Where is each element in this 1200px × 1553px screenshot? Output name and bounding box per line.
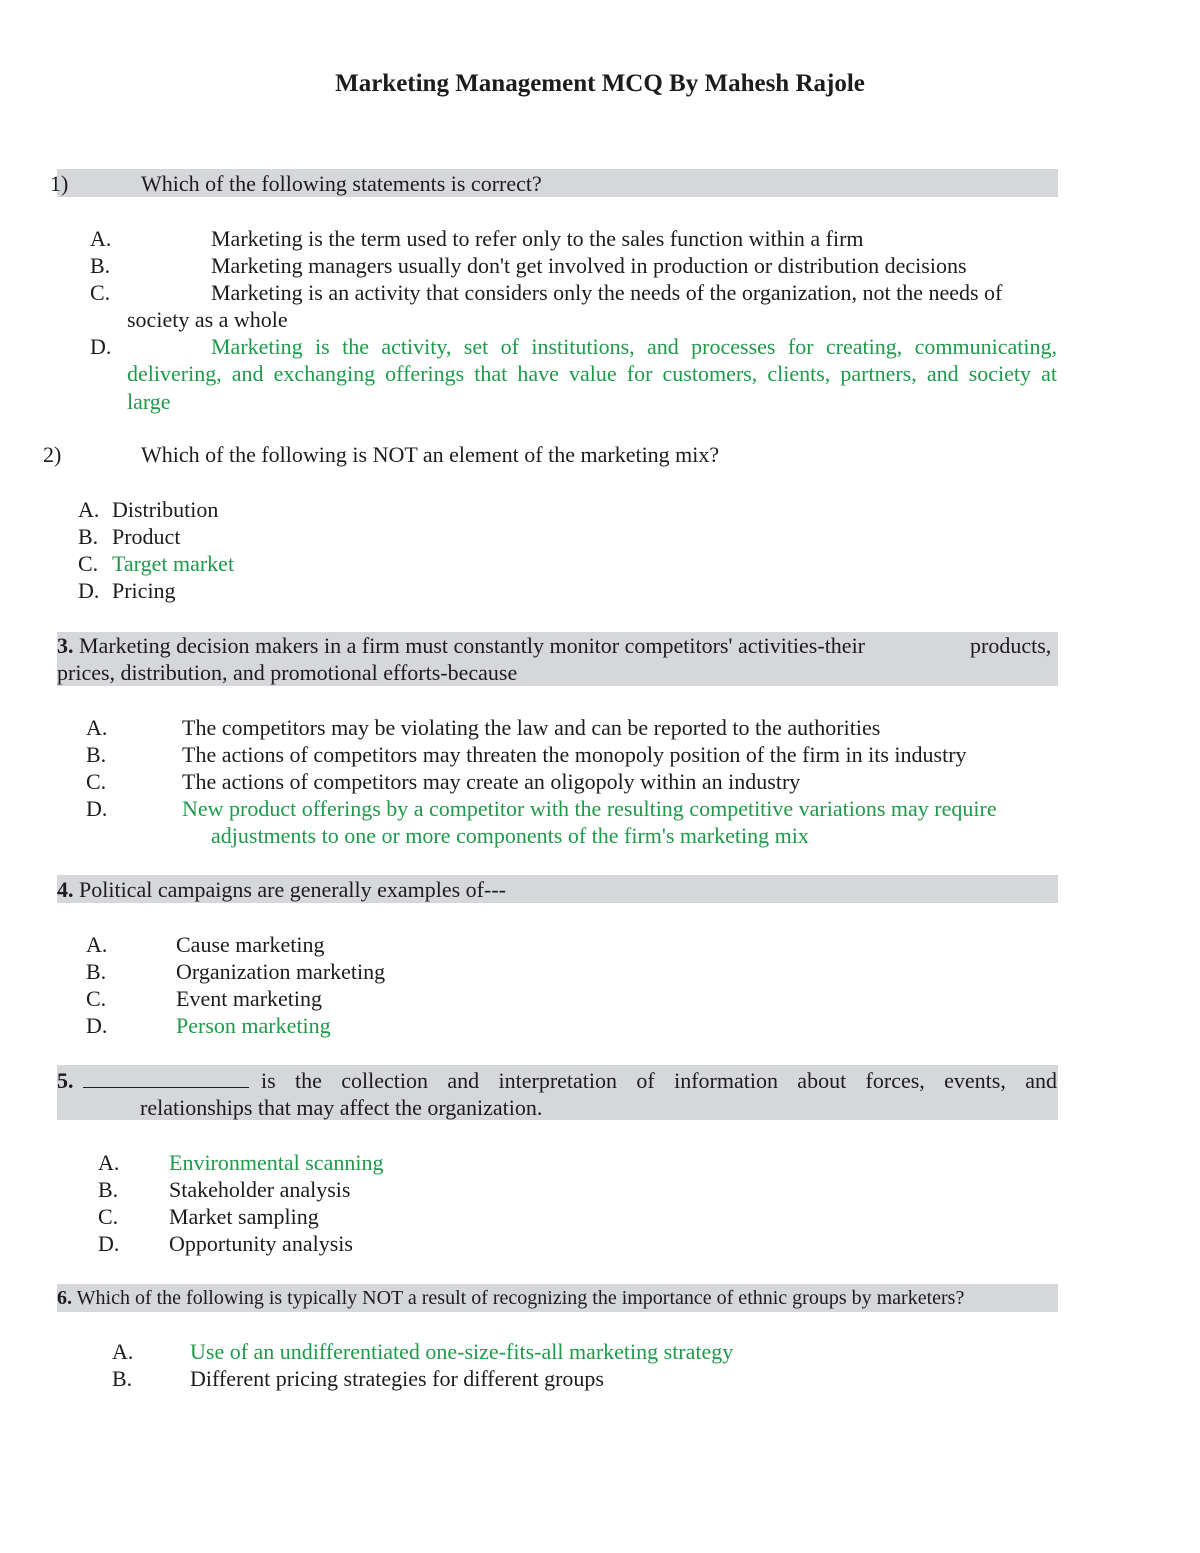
q4-option-c-text: Event marketing: [176, 986, 323, 1011]
question-1-text: Which of the following statements is correct?: [141, 171, 542, 196]
q1-option-a-text: Marketing is the term used to refer only to the sales function within a firm: [211, 226, 864, 251]
q3-option-d-text: New product offerings by a competitor with the resulting competitive variations may require: [182, 796, 997, 821]
q2-option-b-letter: B.: [78, 524, 99, 549]
question-5-text: is the collection and interpretation of information about forces, events, and: [261, 1068, 1057, 1093]
question-6-line: [57, 1285, 964, 1312]
question-3-text-cont: prices, distribution, and promotional efforts-because: [57, 660, 518, 685]
question-6-text: Which of the following is typically NOT a result of recognizing the importance of ethnic groups by marketers?: [76, 1287, 965, 1309]
q2-option-d-text: Pricing: [112, 578, 176, 603]
question-6-number: 6.: [57, 1287, 72, 1309]
q4-option-c-letter: C.: [86, 986, 107, 1011]
question-1-number: 1): [50, 171, 69, 196]
question-3-text: Marketing decision makers in a firm must constantly monitor competitors' activities-their: [79, 633, 866, 658]
q1-option-d-letter: D.: [90, 334, 112, 359]
q1-option-b-letter: B.: [90, 253, 111, 278]
q5-option-d-text: Opportunity analysis: [169, 1231, 353, 1256]
q4-option-a-text: Cause marketing: [176, 932, 325, 957]
q5-option-a-text: Environmental scanning: [169, 1150, 384, 1175]
q5-option-c-text: Market sampling: [169, 1204, 319, 1229]
q1-option-d-text-end: large: [127, 389, 171, 414]
question-4-line: [57, 876, 506, 903]
q4-option-b-letter: B.: [86, 959, 107, 984]
q4-option-b-text: Organization marketing: [176, 959, 386, 984]
q2-option-a-text: Distribution: [112, 497, 219, 522]
q3-option-a-text: The competitors may be violating the law and can be reported to the authorities: [182, 715, 881, 740]
q6-option-a-letter: A.: [112, 1339, 134, 1364]
q2-option-b-text: Product: [112, 524, 181, 549]
question-5-text-cont: relationships that may affect the organization.: [140, 1095, 543, 1120]
q2-option-c-text: Target market: [112, 551, 235, 576]
q3-option-b-letter: B.: [86, 742, 107, 767]
q3-option-d-text-cont: adjustments to one or more components of the firm's marketing mix: [211, 823, 809, 848]
q1-option-d-text-cont: delivering, and exchanging offerings that have value for customers, clients, partners, and society at: [127, 361, 1057, 386]
question-5-blank: [79, 1067, 255, 1094]
q2-option-d-letter: D.: [78, 578, 100, 603]
question-3-text-end: products,: [970, 633, 1052, 658]
q3-option-c-text: The actions of competitors may create an oligopoly within an industry: [182, 769, 801, 794]
question-4-text: Political campaigns are generally examples of---: [79, 877, 506, 902]
question-2-text: Which of the following is NOT an element of the marketing mix?: [141, 442, 720, 467]
q5-option-c-letter: C.: [98, 1204, 119, 1229]
q2-option-c-letter: C.: [78, 551, 99, 576]
q1-option-b-text: Marketing managers usually don't get involved in production or distribution decisions: [211, 253, 967, 278]
q3-option-c-letter: C.: [86, 769, 107, 794]
q4-option-d-letter: D.: [86, 1013, 108, 1038]
question-3-line-1: [57, 632, 865, 659]
question-4-number: 4.: [57, 877, 74, 902]
q1-option-d-text: Marketing is the activity, set of institutions, and processes for creating, communicating,: [211, 334, 1057, 359]
q6-option-b-letter: B.: [112, 1366, 133, 1391]
question-3-number: 3.: [57, 633, 74, 658]
q5-option-b-text: Stakeholder analysis: [169, 1177, 351, 1202]
question-5-number: 5.: [57, 1068, 74, 1093]
q5-option-b-letter: B.: [98, 1177, 119, 1202]
q3-option-a-letter: A.: [86, 715, 108, 740]
q3-option-d-letter: D.: [86, 796, 108, 821]
q2-option-a-letter: A.: [78, 497, 100, 522]
q1-option-c-text: Marketing is an activity that considers only the needs of the organization, not the needs of: [211, 280, 1003, 305]
q1-option-c-letter: C.: [90, 280, 111, 305]
q1-option-c-text-cont: society as a whole: [127, 307, 288, 332]
q5-option-d-letter: D.: [98, 1231, 120, 1256]
q1-option-a-letter: A.: [90, 226, 112, 251]
q4-option-a-letter: A.: [86, 932, 108, 957]
q6-option-b-text: Different pricing strategies for different groups: [190, 1366, 604, 1391]
q3-option-b-text: The actions of competitors may threaten the monopoly position of the firm in its industry: [182, 742, 967, 767]
document-title: Marketing Management MCQ By Mahesh Rajole: [335, 70, 865, 97]
q4-option-d-text: Person marketing: [176, 1013, 331, 1038]
q6-option-a-text: Use of an undifferentiated one-size-fits-all marketing strategy: [190, 1339, 734, 1364]
question-2-number: 2): [43, 442, 62, 467]
q5-option-a-letter: A.: [98, 1150, 120, 1175]
